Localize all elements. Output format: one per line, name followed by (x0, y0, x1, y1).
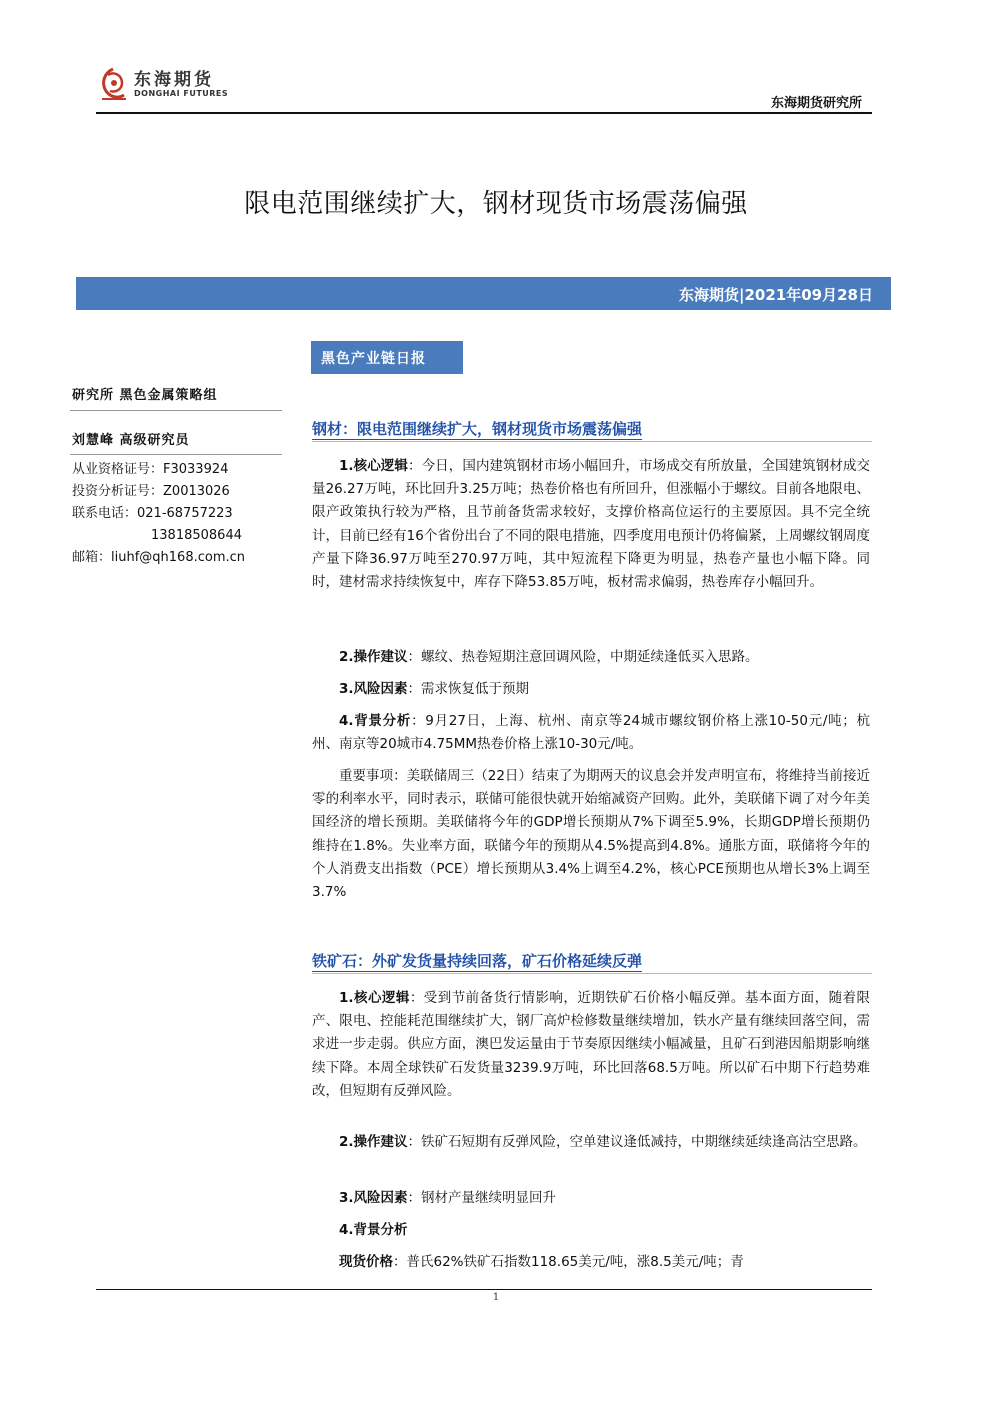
footer-divider (96, 1289, 872, 1290)
contact-mobile: 13818508644 (151, 528, 242, 543)
company-logo (96, 62, 228, 108)
steel-core-logic: 1.核心逻辑：今日，国内建筑钢材市场小幅回升，市场成交有所放量，全国建筑钢材成交量26.27万吨，环比回升3.25万吨；热卷价格也有所回升，但涨幅小于螺纹。目前各地限电、限产政策执行较为严格，且节前备货需求较好，支撑价格高位运行的主要原因。具不完全统计，目前已经有16个省份出台了不同的限电措施，四季度用电预计仍将偏紧，上周螺纹钢周度产量下降36.97万吨至270.97万吨，其中短流程下降更为明显，热卷产量也小幅下降。同时，建材需求持续恢复中，库存下降53.85万吨，板材需求偏弱，热卷库存小幅回升。 (312, 458, 870, 591)
department: 研究所 黑色金属策略组 (72, 388, 218, 403)
contact-email[interactable]: 邮箱：liuhf@qh168.com.cn (72, 550, 246, 565)
section-heading-iron-ore[interactable]: 铁矿石：外矿发货量持续回落，矿石价格延续反弹 (312, 952, 643, 970)
steel-risk-factors: 3.风险因素：需求恢复低于预期 (339, 681, 530, 697)
page-number: 1 (492, 1292, 500, 1303)
contact-phone: 联系电话：021-68757223 (72, 506, 233, 521)
contact-analyst-license: 投资分析证号：Z0013026 (72, 484, 230, 499)
section-divider (312, 973, 872, 974)
contact-qualification: 从业资格证号：F3033924 (72, 462, 229, 477)
sidebar-divider (70, 454, 282, 455)
sidebar-divider (70, 410, 282, 411)
section-heading-steel[interactable]: 钢材：限电范围继续扩大，钢材现货市场震荡偏强 (312, 420, 643, 438)
header-divider (96, 112, 872, 114)
steel-operation-advice: 2.操作建议：螺纹、热卷短期注意回调风险，中期延续逢低买入思路。 (339, 649, 759, 665)
iron-core-logic: 1.核心逻辑：受到节前备货行情影响，近期铁矿石价格小幅反弹。基本面方面，随着限产、限电、控能耗范围继续扩大，钢厂高炉检修数量继续增加，铁水产量有继续回落空间，需求进一步走弱。供应方面，澳巴发运量由于节奏原因继续小幅减量，且矿石到港因船期影响继续下降。本周全球铁矿石发货量3239.9万吨，环比回落68.5万吨。所以矿石中期下行趋势难改，但短期有反弹风险。 (312, 990, 871, 1099)
date-banner (76, 277, 891, 310)
iron-risk-factors: 3.风险因素：钢材产量继续明显回升 (339, 1190, 557, 1206)
steel-key-events: 重要事项：美联储周三（22日）结束了为期两天的议息会并发声明宣布，将维持当前接近零的利率水平，同时表示，联储可能很快就开始缩减资产回购。此外，美联储下调了对今年美国经济的增长预期。美联储将今年的GDP增长预期从7%下调至5.9%，长期GDP增长预期仍维持在1.8%。失业率方面，联储今年的预期从4.5%提高到4.8%。通胀方面，联储将今年的个人消费支出指数（PCE）增长预期从3.4%上调至4.2%，核心PCE预期也从增长3%上调至3.7% (312, 768, 870, 901)
section-divider (312, 441, 872, 442)
report-type-tag (311, 341, 463, 374)
iron-operation-advice: 2.操作建议：铁矿石短期有反弹风险，空单建议逢低减持，中期继续延续逢高沽空思路。 (339, 1134, 867, 1150)
donghai-logo-icon (96, 65, 130, 105)
iron-background: 4.背景分析 (339, 1222, 408, 1238)
logo-brand-en: DONGHAI FUTURES (134, 89, 229, 98)
iron-spot-price: 现货价格：普氏62%铁矿石指数118.65美元/吨，涨8.5美元/吨；青 (339, 1254, 744, 1270)
logo-brand-cn: 东海期货 (134, 70, 214, 90)
institute-name: 东海期货研究所 (770, 96, 862, 111)
date-banner-text: 东海期货|2021年09月28日 (679, 286, 873, 304)
steel-background: 4.背景分析：9月27日，上海、杭州、南京等24城市螺纹钢价格上涨10-50元/吨；杭州、南京等20城市4.75MM热卷价格上涨10-30元/吨。 (312, 713, 870, 753)
author: 刘慧峰 高级研究员 (72, 433, 190, 448)
report-type-label: 黑色产业链日报 (321, 351, 426, 367)
report-title: 限电范围继续扩大，钢材现货市场震荡偏强 (244, 189, 748, 219)
